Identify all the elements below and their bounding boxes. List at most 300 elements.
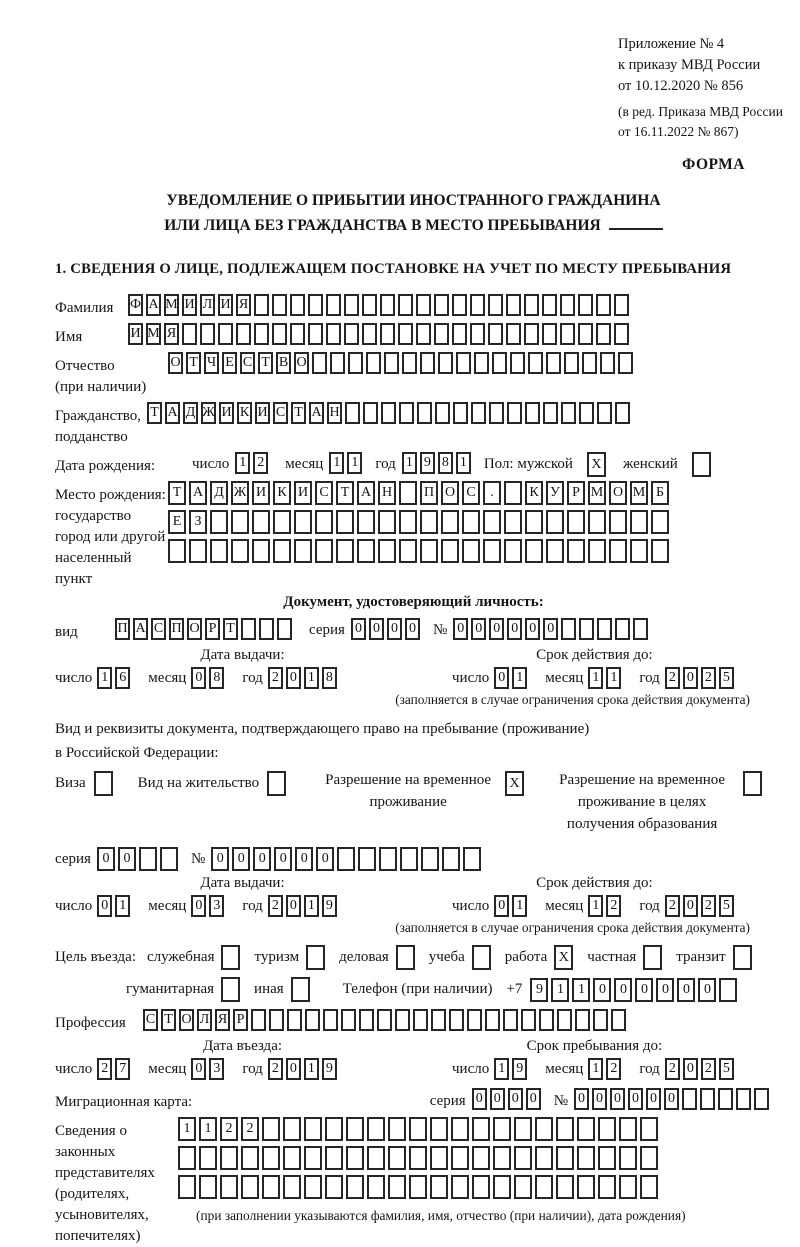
char-cell[interactable] (597, 618, 612, 640)
char-cell[interactable] (420, 539, 438, 563)
char-cell[interactable]: 1 (572, 978, 590, 1002)
char-cell[interactable] (682, 1088, 697, 1110)
char-cell[interactable] (304, 1117, 322, 1141)
char-cell[interactable] (182, 323, 197, 345)
male-checkbox[interactable] (587, 452, 609, 477)
char-cell[interactable] (241, 1146, 259, 1170)
char-cell[interactable] (577, 1146, 595, 1170)
char-cell[interactable] (178, 1175, 196, 1199)
char-cell[interactable]: 0 (472, 1088, 487, 1110)
migration-number-cells[interactable] (574, 1088, 772, 1110)
char-cell[interactable]: 2 (268, 667, 283, 689)
char-cell[interactable]: И (219, 402, 234, 424)
residence-issue-day-cells[interactable] (97, 895, 133, 917)
char-cell[interactable] (597, 402, 612, 424)
char-cell[interactable] (378, 510, 396, 534)
char-cell[interactable]: 0 (494, 895, 509, 917)
char-cell[interactable] (252, 539, 270, 563)
char-cell[interactable]: О (168, 352, 183, 374)
char-cell[interactable] (304, 1146, 322, 1170)
char-cell[interactable] (582, 352, 597, 374)
char-cell[interactable] (736, 1088, 751, 1110)
char-cell[interactable]: И (294, 481, 312, 505)
char-cell[interactable]: Л (200, 294, 215, 316)
char-cell[interactable] (577, 1175, 595, 1199)
char-cell[interactable]: 0 (387, 618, 402, 640)
char-cell[interactable]: 0 (489, 618, 504, 640)
char-cell[interactable] (304, 1175, 322, 1199)
char-cell[interactable]: К (237, 402, 252, 424)
purpose-private-checkbox[interactable] (643, 945, 665, 970)
char-cell[interactable] (493, 1146, 511, 1170)
purpose-other-checkbox[interactable] (291, 977, 313, 1002)
char-cell[interactable] (267, 771, 286, 796)
char-cell[interactable] (463, 847, 481, 871)
char-cell[interactable] (483, 510, 501, 534)
char-cell[interactable] (273, 539, 291, 563)
char-cell[interactable] (312, 352, 327, 374)
char-cell[interactable] (598, 1117, 616, 1141)
char-cell[interactable] (218, 323, 233, 345)
char-cell[interactable]: А (133, 618, 148, 640)
stay-year-cells[interactable] (665, 1058, 737, 1080)
char-cell[interactable] (254, 294, 269, 316)
char-cell[interactable]: 1 (606, 667, 621, 689)
char-cell[interactable]: С (240, 352, 255, 374)
char-cell[interactable] (470, 294, 485, 316)
char-cell[interactable] (416, 294, 431, 316)
char-cell[interactable] (199, 1146, 217, 1170)
char-cell[interactable] (598, 1175, 616, 1199)
char-cell[interactable] (485, 1009, 500, 1031)
char-cell[interactable]: 0 (232, 847, 250, 871)
char-cell[interactable]: 1 (512, 895, 527, 917)
char-cell[interactable] (421, 847, 439, 871)
char-cell[interactable]: 0 (97, 895, 112, 917)
char-cell[interactable]: 2 (268, 1058, 283, 1080)
char-cell[interactable] (453, 402, 468, 424)
char-cell[interactable]: Б (651, 481, 669, 505)
char-cell[interactable]: 0 (525, 618, 540, 640)
char-cell[interactable]: 9 (322, 895, 337, 917)
char-cell[interactable]: О (294, 352, 309, 374)
char-cell[interactable] (472, 1146, 490, 1170)
char-cell[interactable] (609, 510, 627, 534)
char-cell[interactable] (345, 402, 360, 424)
char-cell[interactable]: 3 (209, 895, 224, 917)
char-cell[interactable]: Т (161, 1009, 176, 1031)
char-cell[interactable] (262, 1175, 280, 1199)
char-cell[interactable] (535, 1146, 553, 1170)
citizenship-cells[interactable] (147, 402, 633, 424)
char-cell[interactable] (420, 352, 435, 374)
char-cell[interactable] (380, 294, 395, 316)
residence-expiry-year-cells[interactable] (665, 895, 737, 917)
char-cell[interactable]: П (420, 481, 438, 505)
char-cell[interactable] (210, 539, 228, 563)
char-cell[interactable] (633, 618, 648, 640)
char-cell[interactable] (506, 294, 521, 316)
profession-cells[interactable] (143, 1009, 629, 1031)
char-cell[interactable]: 0 (593, 978, 611, 1002)
char-cell[interactable] (221, 945, 240, 970)
birthplace-line1-cells[interactable] (168, 481, 672, 505)
char-cell[interactable] (398, 323, 413, 345)
entry-year-cells[interactable] (268, 1058, 340, 1080)
char-cell[interactable] (503, 1009, 518, 1031)
char-cell[interactable]: С (315, 481, 333, 505)
char-cell[interactable] (269, 1009, 284, 1031)
char-cell[interactable]: 0 (405, 618, 420, 640)
doc-expiry-day-cells[interactable] (494, 667, 530, 689)
char-cell[interactable] (357, 510, 375, 534)
char-cell[interactable] (380, 323, 395, 345)
char-cell[interactable] (294, 539, 312, 563)
char-cell[interactable] (514, 1175, 532, 1199)
char-cell[interactable] (514, 1146, 532, 1170)
char-cell[interactable] (579, 618, 594, 640)
char-cell[interactable] (402, 352, 417, 374)
char-cell[interactable] (598, 1146, 616, 1170)
char-cell[interactable]: А (189, 481, 207, 505)
doc-number-cells[interactable] (453, 618, 651, 640)
char-cell[interactable]: 1 (115, 895, 130, 917)
char-cell[interactable] (358, 847, 376, 871)
char-cell[interactable] (336, 539, 354, 563)
char-cell[interactable] (609, 539, 627, 563)
char-cell[interactable] (514, 1117, 532, 1141)
char-cell[interactable] (615, 618, 630, 640)
char-cell[interactable] (521, 1009, 536, 1031)
patronymic-cells[interactable] (168, 352, 636, 374)
char-cell[interactable] (388, 1146, 406, 1170)
char-cell[interactable] (273, 510, 291, 534)
char-cell[interactable]: С (151, 618, 166, 640)
char-cell[interactable]: 0 (494, 667, 509, 689)
char-cell[interactable] (420, 510, 438, 534)
char-cell[interactable] (754, 1088, 769, 1110)
birth-month-cells[interactable] (329, 452, 365, 474)
char-cell[interactable]: 1 (235, 452, 250, 474)
char-cell[interactable] (561, 618, 576, 640)
char-cell[interactable]: 0 (286, 667, 301, 689)
char-cell[interactable]: Н (327, 402, 342, 424)
char-cell[interactable]: Р (567, 481, 585, 505)
char-cell[interactable] (560, 294, 575, 316)
char-cell[interactable] (474, 352, 489, 374)
char-cell[interactable]: 6 (115, 667, 130, 689)
char-cell[interactable] (220, 1146, 238, 1170)
char-cell[interactable]: 1 (588, 1058, 603, 1080)
char-cell[interactable]: 1 (402, 452, 417, 474)
char-cell[interactable]: А (357, 481, 375, 505)
char-cell[interactable] (400, 847, 418, 871)
char-cell[interactable] (346, 1117, 364, 1141)
temp-residence-checkbox[interactable] (505, 771, 527, 796)
char-cell[interactable] (615, 402, 630, 424)
char-cell[interactable] (442, 847, 460, 871)
char-cell[interactable]: 1 (199, 1117, 217, 1141)
purpose-study-checkbox[interactable] (472, 945, 494, 970)
char-cell[interactable]: 0 (628, 1088, 643, 1110)
char-cell[interactable] (546, 539, 564, 563)
char-cell[interactable] (470, 323, 485, 345)
char-cell[interactable] (504, 481, 522, 505)
char-cell[interactable]: И (252, 481, 270, 505)
char-cell[interactable]: К (273, 481, 291, 505)
char-cell[interactable]: 0 (610, 1088, 625, 1110)
char-cell[interactable]: 2 (701, 667, 716, 689)
char-cell[interactable] (344, 323, 359, 345)
char-cell[interactable]: 0 (490, 1088, 505, 1110)
char-cell[interactable] (567, 510, 585, 534)
char-cell[interactable] (564, 352, 579, 374)
representatives-line2-cells[interactable] (178, 1146, 686, 1170)
char-cell[interactable] (378, 539, 396, 563)
char-cell[interactable]: 5 (719, 667, 734, 689)
purpose-transit-checkbox[interactable] (733, 945, 755, 970)
purpose-official-checkbox[interactable] (221, 945, 243, 970)
char-cell[interactable] (359, 1009, 374, 1031)
char-cell[interactable]: 1 (97, 667, 112, 689)
char-cell[interactable]: 5 (719, 895, 734, 917)
char-cell[interactable] (560, 323, 575, 345)
char-cell[interactable] (542, 323, 557, 345)
char-cell[interactable]: 1 (588, 895, 603, 917)
char-cell[interactable] (619, 1175, 637, 1199)
female-checkbox[interactable] (692, 452, 714, 477)
char-cell[interactable] (456, 352, 471, 374)
char-cell[interactable]: 9 (322, 1058, 337, 1080)
char-cell[interactable] (507, 402, 522, 424)
doc-type-cells[interactable] (115, 618, 295, 640)
char-cell[interactable] (510, 352, 525, 374)
char-cell[interactable]: 0 (286, 1058, 301, 1080)
birth-year-cells[interactable] (402, 452, 474, 474)
char-cell[interactable] (719, 978, 737, 1002)
char-cell[interactable] (651, 510, 669, 534)
char-cell[interactable]: 7 (115, 1058, 130, 1080)
char-cell[interactable] (489, 402, 504, 424)
char-cell[interactable] (593, 1009, 608, 1031)
char-cell[interactable]: Р (205, 618, 220, 640)
char-cell[interactable] (471, 402, 486, 424)
char-cell[interactable] (614, 294, 629, 316)
char-cell[interactable] (451, 1117, 469, 1141)
char-cell[interactable]: Я (164, 323, 179, 345)
char-cell[interactable]: 0 (369, 618, 384, 640)
char-cell[interactable]: 0 (683, 895, 698, 917)
char-cell[interactable] (596, 294, 611, 316)
char-cell[interactable] (611, 1009, 626, 1031)
char-cell[interactable]: 0 (543, 618, 558, 640)
char-cell[interactable]: . (483, 481, 501, 505)
char-cell[interactable]: Л (197, 1009, 212, 1031)
char-cell[interactable]: 1 (304, 895, 319, 917)
char-cell[interactable] (290, 294, 305, 316)
char-cell[interactable]: 1 (329, 452, 344, 474)
char-cell[interactable] (336, 510, 354, 534)
char-cell[interactable]: 0 (471, 618, 486, 640)
char-cell[interactable] (315, 539, 333, 563)
char-cell[interactable] (396, 945, 415, 970)
char-cell[interactable]: А (309, 402, 324, 424)
char-cell[interactable] (168, 539, 186, 563)
char-cell[interactable] (326, 294, 341, 316)
char-cell[interactable] (525, 510, 543, 534)
char-cell[interactable]: У (546, 481, 564, 505)
char-cell[interactable] (451, 1175, 469, 1199)
char-cell[interactable]: 0 (253, 847, 271, 871)
char-cell[interactable] (409, 1175, 427, 1199)
char-cell[interactable] (431, 1009, 446, 1031)
char-cell[interactable] (399, 539, 417, 563)
char-cell[interactable]: 2 (220, 1117, 238, 1141)
char-cell[interactable]: 2 (268, 895, 283, 917)
char-cell[interactable] (524, 294, 539, 316)
char-cell[interactable] (557, 1009, 572, 1031)
char-cell[interactable] (619, 1117, 637, 1141)
char-cell[interactable]: С (273, 402, 288, 424)
char-cell[interactable] (346, 1146, 364, 1170)
char-cell[interactable] (524, 323, 539, 345)
char-cell[interactable] (305, 1009, 320, 1031)
char-cell[interactable]: 0 (118, 847, 136, 871)
entry-day-cells[interactable] (97, 1058, 133, 1080)
char-cell[interactable]: 1 (347, 452, 362, 474)
char-cell[interactable] (259, 618, 274, 640)
char-cell[interactable] (619, 1146, 637, 1170)
char-cell[interactable]: 0 (698, 978, 716, 1002)
char-cell[interactable] (315, 510, 333, 534)
char-cell[interactable] (733, 945, 752, 970)
char-cell[interactable] (561, 402, 576, 424)
char-cell[interactable]: 2 (665, 895, 680, 917)
residence-series-cells[interactable] (97, 847, 181, 871)
char-cell[interactable] (251, 1009, 266, 1031)
char-cell[interactable]: 2 (606, 1058, 621, 1080)
birth-day-cells[interactable] (235, 452, 271, 474)
char-cell[interactable]: 2 (241, 1117, 259, 1141)
char-cell[interactable] (434, 323, 449, 345)
char-cell[interactable]: М (588, 481, 606, 505)
char-cell[interactable]: 2 (665, 1058, 680, 1080)
char-cell[interactable]: Е (168, 510, 186, 534)
char-cell[interactable]: М (146, 323, 161, 345)
char-cell[interactable] (441, 539, 459, 563)
doc-issue-year-cells[interactable] (268, 667, 340, 689)
char-cell[interactable]: Д (183, 402, 198, 424)
char-cell[interactable] (367, 1146, 385, 1170)
char-cell[interactable]: X (587, 452, 606, 477)
doc-expiry-month-cells[interactable] (588, 667, 624, 689)
char-cell[interactable] (435, 402, 450, 424)
char-cell[interactable]: 8 (438, 452, 453, 474)
char-cell[interactable] (452, 323, 467, 345)
char-cell[interactable] (409, 1117, 427, 1141)
char-cell[interactable] (493, 1117, 511, 1141)
char-cell[interactable] (578, 294, 593, 316)
char-cell[interactable] (492, 352, 507, 374)
char-cell[interactable]: Ж (201, 402, 216, 424)
char-cell[interactable] (357, 539, 375, 563)
char-cell[interactable] (348, 352, 363, 374)
char-cell[interactable] (546, 352, 561, 374)
char-cell[interactable] (262, 1146, 280, 1170)
char-cell[interactable] (189, 539, 207, 563)
char-cell[interactable] (643, 945, 662, 970)
char-cell[interactable] (200, 323, 215, 345)
char-cell[interactable] (535, 1117, 553, 1141)
char-cell[interactable] (377, 1009, 392, 1031)
char-cell[interactable] (525, 402, 540, 424)
char-cell[interactable] (743, 771, 762, 796)
char-cell[interactable]: Т (223, 618, 238, 640)
char-cell[interactable]: 0 (295, 847, 313, 871)
char-cell[interactable]: 1 (588, 667, 603, 689)
char-cell[interactable]: Т (168, 481, 186, 505)
char-cell[interactable] (236, 323, 251, 345)
char-cell[interactable]: П (169, 618, 184, 640)
char-cell[interactable] (399, 510, 417, 534)
char-cell[interactable]: X (505, 771, 524, 796)
char-cell[interactable] (277, 618, 292, 640)
char-cell[interactable]: 0 (614, 978, 632, 1002)
char-cell[interactable] (325, 1146, 343, 1170)
char-cell[interactable]: 2 (606, 895, 621, 917)
char-cell[interactable] (199, 1175, 217, 1199)
char-cell[interactable] (449, 1009, 464, 1031)
char-cell[interactable] (308, 294, 323, 316)
char-cell[interactable] (220, 1175, 238, 1199)
char-cell[interactable]: 9 (530, 978, 548, 1002)
char-cell[interactable]: 1 (494, 1058, 509, 1080)
char-cell[interactable]: 9 (512, 1058, 527, 1080)
char-cell[interactable] (379, 847, 397, 871)
char-cell[interactable] (413, 1009, 428, 1031)
char-cell[interactable]: А (146, 294, 161, 316)
char-cell[interactable]: Т (336, 481, 354, 505)
char-cell[interactable] (430, 1146, 448, 1170)
char-cell[interactable] (287, 1009, 302, 1031)
char-cell[interactable] (363, 402, 378, 424)
char-cell[interactable]: 0 (191, 1058, 206, 1080)
char-cell[interactable] (326, 323, 341, 345)
char-cell[interactable] (395, 1009, 410, 1031)
char-cell[interactable]: В (276, 352, 291, 374)
char-cell[interactable]: 0 (508, 1088, 523, 1110)
char-cell[interactable]: 0 (635, 978, 653, 1002)
char-cell[interactable] (254, 323, 269, 345)
char-cell[interactable]: И (128, 323, 143, 345)
char-cell[interactable]: 3 (209, 1058, 224, 1080)
char-cell[interactable] (341, 1009, 356, 1031)
char-cell[interactable] (283, 1117, 301, 1141)
char-cell[interactable]: 2 (701, 895, 716, 917)
char-cell[interactable]: 1 (304, 1058, 319, 1080)
char-cell[interactable] (630, 510, 648, 534)
surname-cells[interactable] (128, 294, 632, 316)
char-cell[interactable] (231, 510, 249, 534)
birthplace-line3-cells[interactable] (168, 539, 672, 563)
char-cell[interactable] (546, 510, 564, 534)
char-cell[interactable]: 1 (551, 978, 569, 1002)
char-cell[interactable] (525, 539, 543, 563)
char-cell[interactable] (210, 510, 228, 534)
char-cell[interactable]: 0 (683, 667, 698, 689)
char-cell[interactable] (528, 352, 543, 374)
char-cell[interactable] (384, 352, 399, 374)
